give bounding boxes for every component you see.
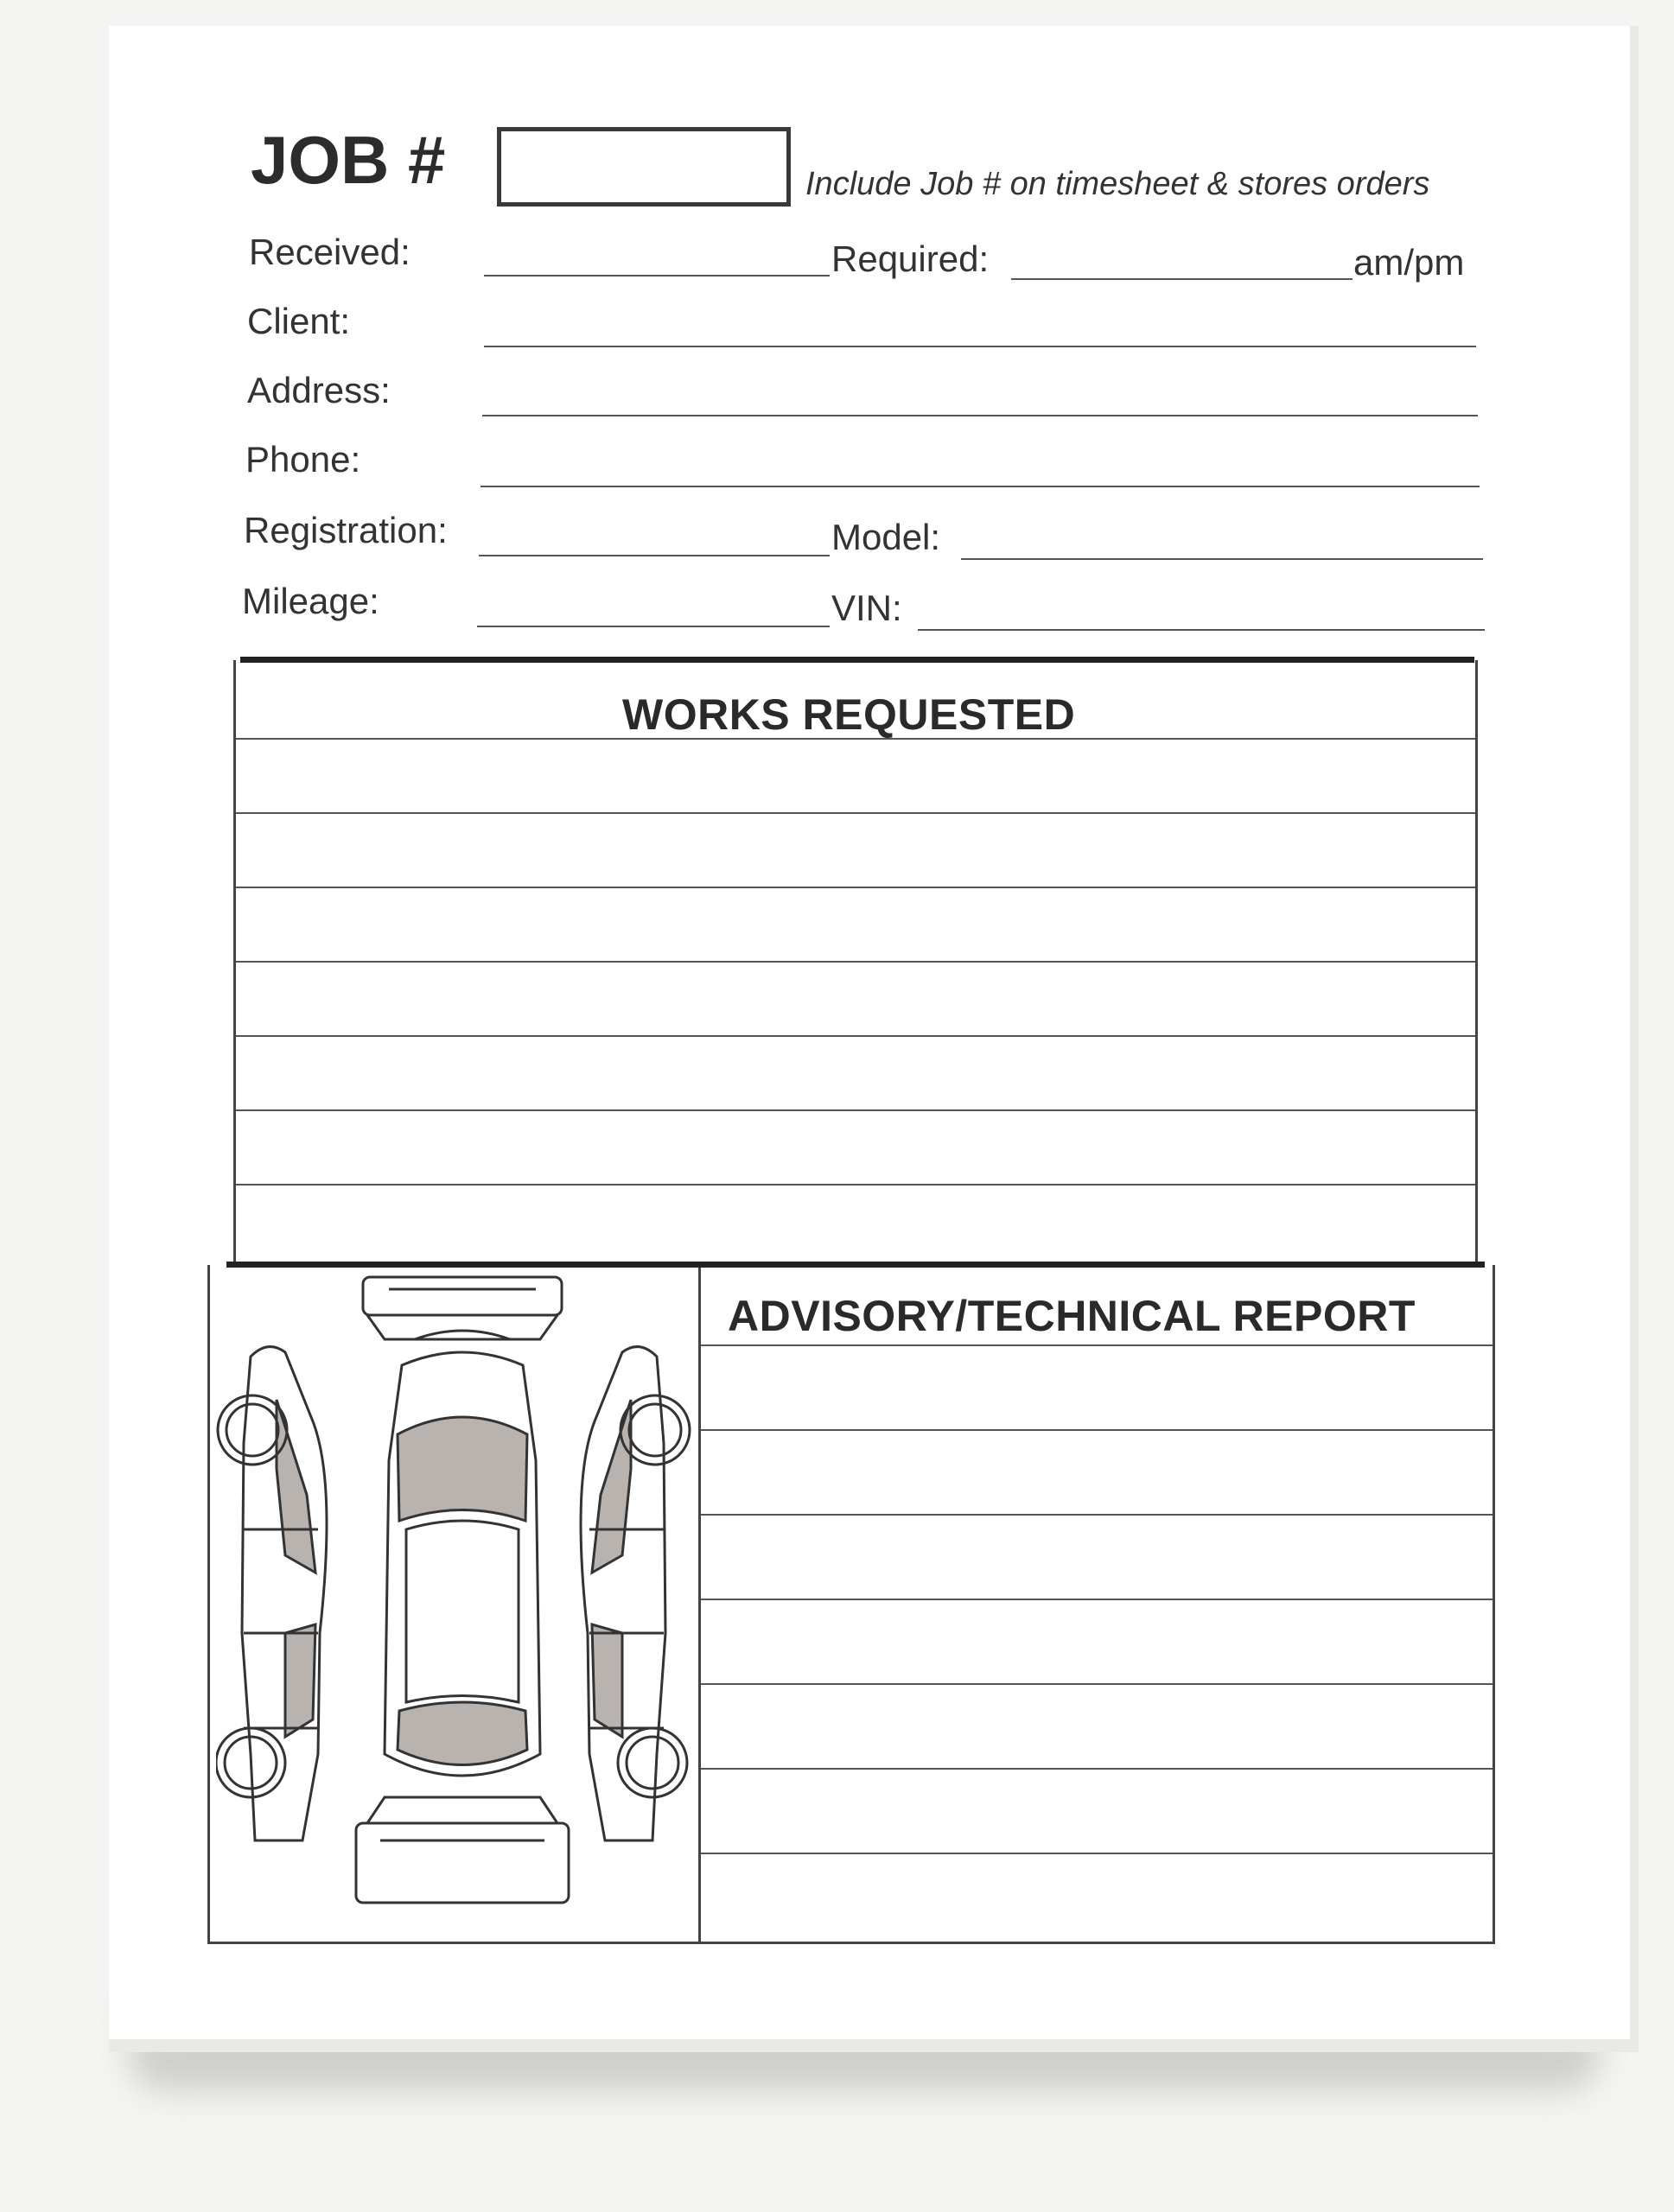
phone-label: Phone:: [245, 439, 361, 480]
address-label: Address:: [247, 370, 391, 410]
required-field[interactable]: [1011, 278, 1353, 280]
address-field[interactable]: [482, 415, 1478, 416]
job-number-note: Include Job # on timesheet & stores orders: [805, 166, 1430, 202]
ampm-label: am/pm: [1353, 242, 1465, 283]
works-line[interactable]: [236, 1035, 1475, 1037]
works-requested-title: WORKS REQUESTED: [622, 690, 1076, 739]
advisory-divider: [698, 1268, 701, 1942]
works-requested-box: [233, 660, 1478, 1265]
registration-field[interactable]: [479, 555, 830, 556]
vin-field[interactable]: [918, 629, 1485, 631]
received-label: Received:: [249, 232, 411, 272]
phone-field[interactable]: [481, 486, 1480, 487]
received-field[interactable]: [484, 275, 830, 276]
advisory-title: ADVISORY/TECHNICAL REPORT: [728, 1292, 1416, 1340]
advisory-line[interactable]: [701, 1768, 1493, 1770]
works-line[interactable]: [236, 1109, 1475, 1111]
works-line[interactable]: [236, 1184, 1475, 1185]
advisory-line[interactable]: [701, 1683, 1493, 1685]
works-line[interactable]: [236, 812, 1475, 814]
required-label: Required:: [831, 238, 990, 279]
job-number-label: JOB #: [251, 122, 446, 198]
mileage-label: Mileage:: [242, 581, 379, 621]
advisory-line[interactable]: [701, 1514, 1493, 1516]
car-damage-diagram-icon[interactable]: [216, 1270, 691, 1927]
advisory-line[interactable]: [701, 1344, 1493, 1346]
vin-label: VIN:: [831, 588, 902, 628]
works-line[interactable]: [236, 961, 1475, 963]
works-line[interactable]: [236, 887, 1475, 888]
advisory-line[interactable]: [701, 1599, 1493, 1600]
works-line[interactable]: [236, 738, 1475, 740]
job-number-field[interactable]: [497, 127, 791, 207]
model-field[interactable]: [961, 558, 1483, 560]
model-label: Model:: [831, 517, 941, 557]
client-label: Client:: [247, 301, 351, 341]
advisory-line[interactable]: [701, 1429, 1493, 1431]
client-field[interactable]: [484, 346, 1476, 347]
registration-label: Registration:: [244, 510, 448, 550]
mileage-field[interactable]: [477, 626, 830, 627]
advisory-line[interactable]: [701, 1853, 1493, 1854]
